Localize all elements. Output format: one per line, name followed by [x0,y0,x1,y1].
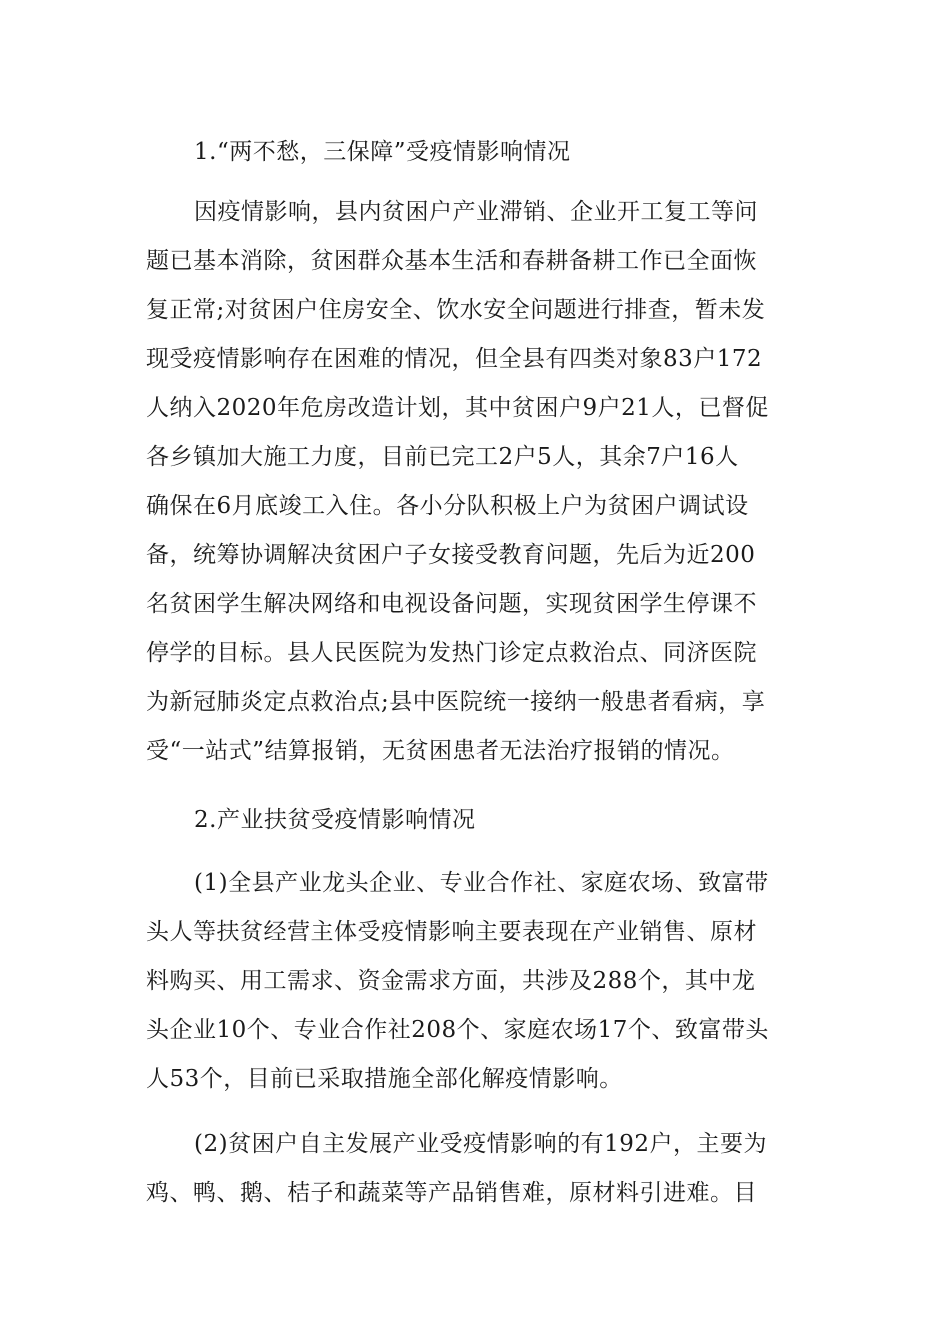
section-heading-1: 1.“两不愁，三保障”受疫情影响情况 [194,139,571,165]
paragraph-line: 头企业10个、专业合作社208个、家庭农场17个、致富带头 [146,1017,769,1043]
paragraph-line: 因疫情影响，县内贫困户产业滞销、企业开工复工等问 [194,199,758,225]
paragraph-line: 停学的目标。县人民医院为发热门诊定点救治点、同济医院 [146,640,757,666]
paragraph-line: 现受疫情影响存在困难的情况，但全县有四类对象83户172 [146,346,763,372]
paragraph-line: 鸡、鸭、鹅、桔子和蔬菜等产品销售难，原材料引进难。目 [146,1180,757,1206]
paragraph-line: (1)全县产业龙头企业、专业合作社、家庭农场、致富带 [194,870,769,896]
paragraph-line: (2)贫困户自主发展产业受疫情影响的有192户，主要为 [194,1131,767,1157]
paragraph-line: 题已基本消除，贫困群众基本生活和春耕备耕工作已全面恢 [146,248,757,274]
paragraph-line: 头人等扶贫经营主体受疫情影响主要表现在产业销售、原材 [146,919,757,945]
paragraph-line: 人纳入2020年危房改造计划，其中贫困户9户21人，已督促 [146,395,769,421]
paragraph-line: 备，统筹协调解决贫困户子女接受教育问题，先后为近200 [146,542,756,568]
paragraph-line: 名贫困学生解决网络和电视设备问题，实现贫困学生停课不 [146,591,757,617]
paragraph-line: 受“一站式”结算报销，无贫困患者无法治疗报销的情况。 [146,738,735,764]
paragraph-line: 料购买、用工需求、资金需求方面，共涉及288个，其中龙 [146,968,756,994]
paragraph-line: 各乡镇加大施工力度，目前已完工2户5人，其余7户16人 [146,444,739,470]
paragraph-line: 确保在6月底竣工入住。各小分队积极上户为贫困户调试设 [146,493,749,519]
section-heading-2: 2.产业扶贫受疫情影响情况 [194,807,476,833]
paragraph-line: 人53个，目前已采取措施全部化解疫情影响。 [146,1066,623,1092]
paragraph-line: 为新冠肺炎定点救治点;县中医院统一接纳一般患者看病，享 [146,689,766,715]
paragraph-line: 复正常;对贫困户住房安全、饮水安全问题进行排查，暂未发 [146,297,766,323]
